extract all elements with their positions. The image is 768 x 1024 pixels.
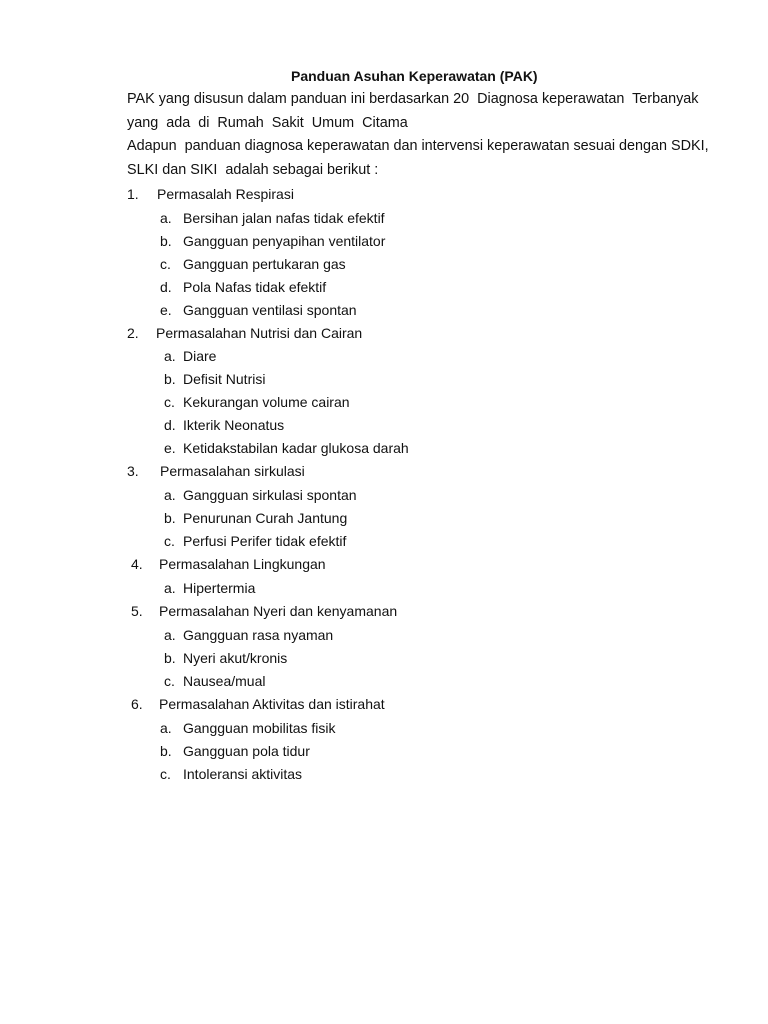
- item-letter: c.: [164, 533, 175, 549]
- list-item: Diare: [183, 348, 217, 364]
- section-title: Permasalahan Lingkungan: [159, 556, 326, 572]
- item-letter: a.: [160, 720, 172, 736]
- item-letter: c.: [160, 766, 171, 782]
- list-item: Gangguan sirkulasi spontan: [183, 487, 357, 503]
- section-number: 5.: [131, 603, 143, 619]
- list-item: Defisit Nutrisi: [183, 371, 266, 387]
- item-letter: a.: [164, 348, 176, 364]
- section-number: 1.: [127, 186, 139, 202]
- list-item: Penurunan Curah Jantung: [183, 510, 348, 526]
- list-item: Gangguan pola tidur: [183, 743, 310, 759]
- list-item: Ikterik Neonatus: [183, 417, 285, 433]
- item-letter: a.: [164, 627, 176, 643]
- list-item: Gangguan ventilasi spontan: [183, 302, 357, 318]
- document-title: Panduan Asuhan Keperawatan (PAK): [291, 68, 538, 84]
- item-letter: d.: [164, 417, 176, 433]
- list-item: Nyeri akut/kronis: [183, 650, 288, 666]
- list-item: Kekurangan volume cairan: [183, 394, 350, 410]
- section-number: 3.: [127, 463, 139, 479]
- item-letter: a.: [164, 487, 176, 503]
- section-number: 4.: [131, 556, 143, 572]
- intro-line: yang ada di Rumah Sakit Umum Citama: [127, 115, 408, 131]
- list-item: Gangguan pertukaran gas: [183, 256, 346, 272]
- intro-line: SLKI dan SIKI adalah sebagai berikut :: [127, 162, 379, 178]
- list-item: Gangguan penyapihan ventilator: [183, 233, 386, 249]
- list-item: Gangguan mobilitas fisik: [183, 720, 336, 736]
- section-title: Permasalah Respirasi: [157, 186, 294, 202]
- list-item: Perfusi Perifer tidak efektif: [183, 533, 347, 549]
- intro-line: PAK yang disusun dalam panduan ini berdasarkan 20 Diagnosa keperawatan Terbanyak: [127, 91, 699, 107]
- list-item: Hipertermia: [183, 580, 256, 596]
- section-number: 6.: [131, 696, 143, 712]
- list-item: Intoleransi aktivitas: [183, 766, 303, 782]
- section-title: Permasalahan Nutrisi dan Cairan: [156, 325, 363, 341]
- section-title: Permasalahan Aktivitas dan istirahat: [159, 696, 385, 712]
- item-letter: b.: [164, 510, 176, 526]
- item-letter: a.: [160, 210, 172, 226]
- intro-line: Adapun panduan diagnosa keperawatan dan intervensi keperawatan sesuai dengan SDKI,: [127, 138, 709, 154]
- list-item: Nausea/mual: [183, 673, 266, 689]
- section-title: Permasalahan sirkulasi: [160, 463, 305, 479]
- item-letter: d.: [160, 279, 172, 295]
- item-letter: e.: [164, 440, 176, 456]
- item-letter: c.: [164, 673, 175, 689]
- item-letter: b.: [164, 650, 176, 666]
- item-letter: b.: [160, 743, 172, 759]
- item-letter: b.: [160, 233, 172, 249]
- item-letter: c.: [160, 256, 171, 272]
- section-number: 2.: [127, 325, 139, 341]
- list-item: Pola Nafas tidak efektif: [183, 279, 327, 295]
- list-item: Bersihan jalan nafas tidak efektif: [183, 210, 385, 226]
- list-item: Gangguan rasa nyaman: [183, 627, 334, 643]
- item-letter: c.: [164, 394, 175, 410]
- item-letter: a.: [164, 580, 176, 596]
- item-letter: b.: [164, 371, 176, 387]
- item-letter: e.: [160, 302, 172, 318]
- list-item: Ketidakstabilan kadar glukosa darah: [183, 440, 409, 456]
- section-title: Permasalahan Nyeri dan kenyamanan: [159, 603, 398, 619]
